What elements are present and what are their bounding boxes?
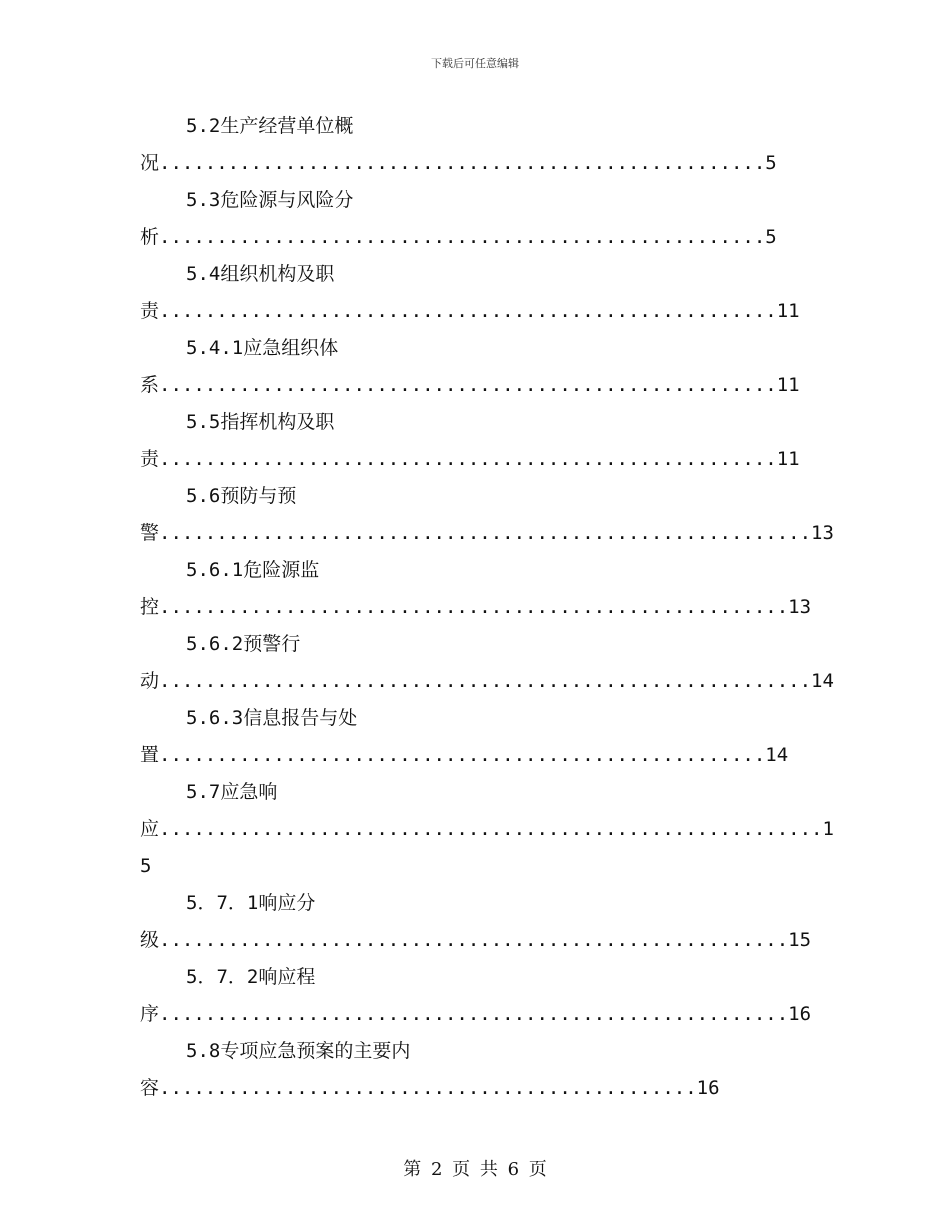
toc-entry-continuation: 容...............................................16 xyxy=(140,1077,720,1099)
toc-heading: 5.4.1应急组织体 xyxy=(186,337,339,359)
toc-entry-continuation: 警.........................................................13 xyxy=(140,522,834,544)
toc-entry-continuation: 责......................................................11 xyxy=(140,300,800,322)
toc-heading: 5.2生产经营单位概 xyxy=(186,115,354,137)
toc-heading: 5.3危险源与风险分 xyxy=(186,189,354,211)
toc-heading: 5.6.3信息报告与处 xyxy=(186,707,358,729)
toc-entry-continuation: 动.........................................................14 xyxy=(140,670,834,692)
page-footer: 第 2 页 共 6 页 xyxy=(403,1159,547,1180)
toc-entry-continuation: 序.......................................................16 xyxy=(140,1003,812,1025)
toc-entry-continuation: 应..........................................................1 xyxy=(140,818,834,840)
toc-entry-continuation: 析.....................................................5 xyxy=(140,226,777,248)
toc-heading: 5.5指挥机构及职 xyxy=(186,411,335,433)
toc-heading: 5.7应急响 xyxy=(186,781,278,803)
toc-heading: 5.4组织机构及职 xyxy=(186,263,335,285)
toc-entry-continuation: 况.....................................................5 xyxy=(140,152,777,174)
toc-heading: 5.8专项应急预案的主要内 xyxy=(186,1040,411,1062)
toc-heading: 5．7．2响应程 xyxy=(186,966,316,988)
toc-entry-continuation: 控.......................................................13 xyxy=(140,596,812,618)
page-header: 下载后可任意编辑 xyxy=(431,57,519,70)
toc-entry-continuation: 级.......................................................15 xyxy=(140,929,812,951)
toc-entry-wrap: 5 xyxy=(140,855,152,877)
toc-entry-continuation: 置.....................................................14 xyxy=(140,744,789,766)
toc-heading: 5.6预防与预 xyxy=(186,485,297,507)
toc-entry-continuation: 责......................................................11 xyxy=(140,448,800,470)
toc-entry-continuation: 系......................................................11 xyxy=(140,374,800,396)
toc-heading: 5.6.1危险源监 xyxy=(186,559,320,581)
toc-heading: 5．7．1响应分 xyxy=(186,892,316,914)
toc-heading: 5.6.2预警行 xyxy=(186,633,301,655)
